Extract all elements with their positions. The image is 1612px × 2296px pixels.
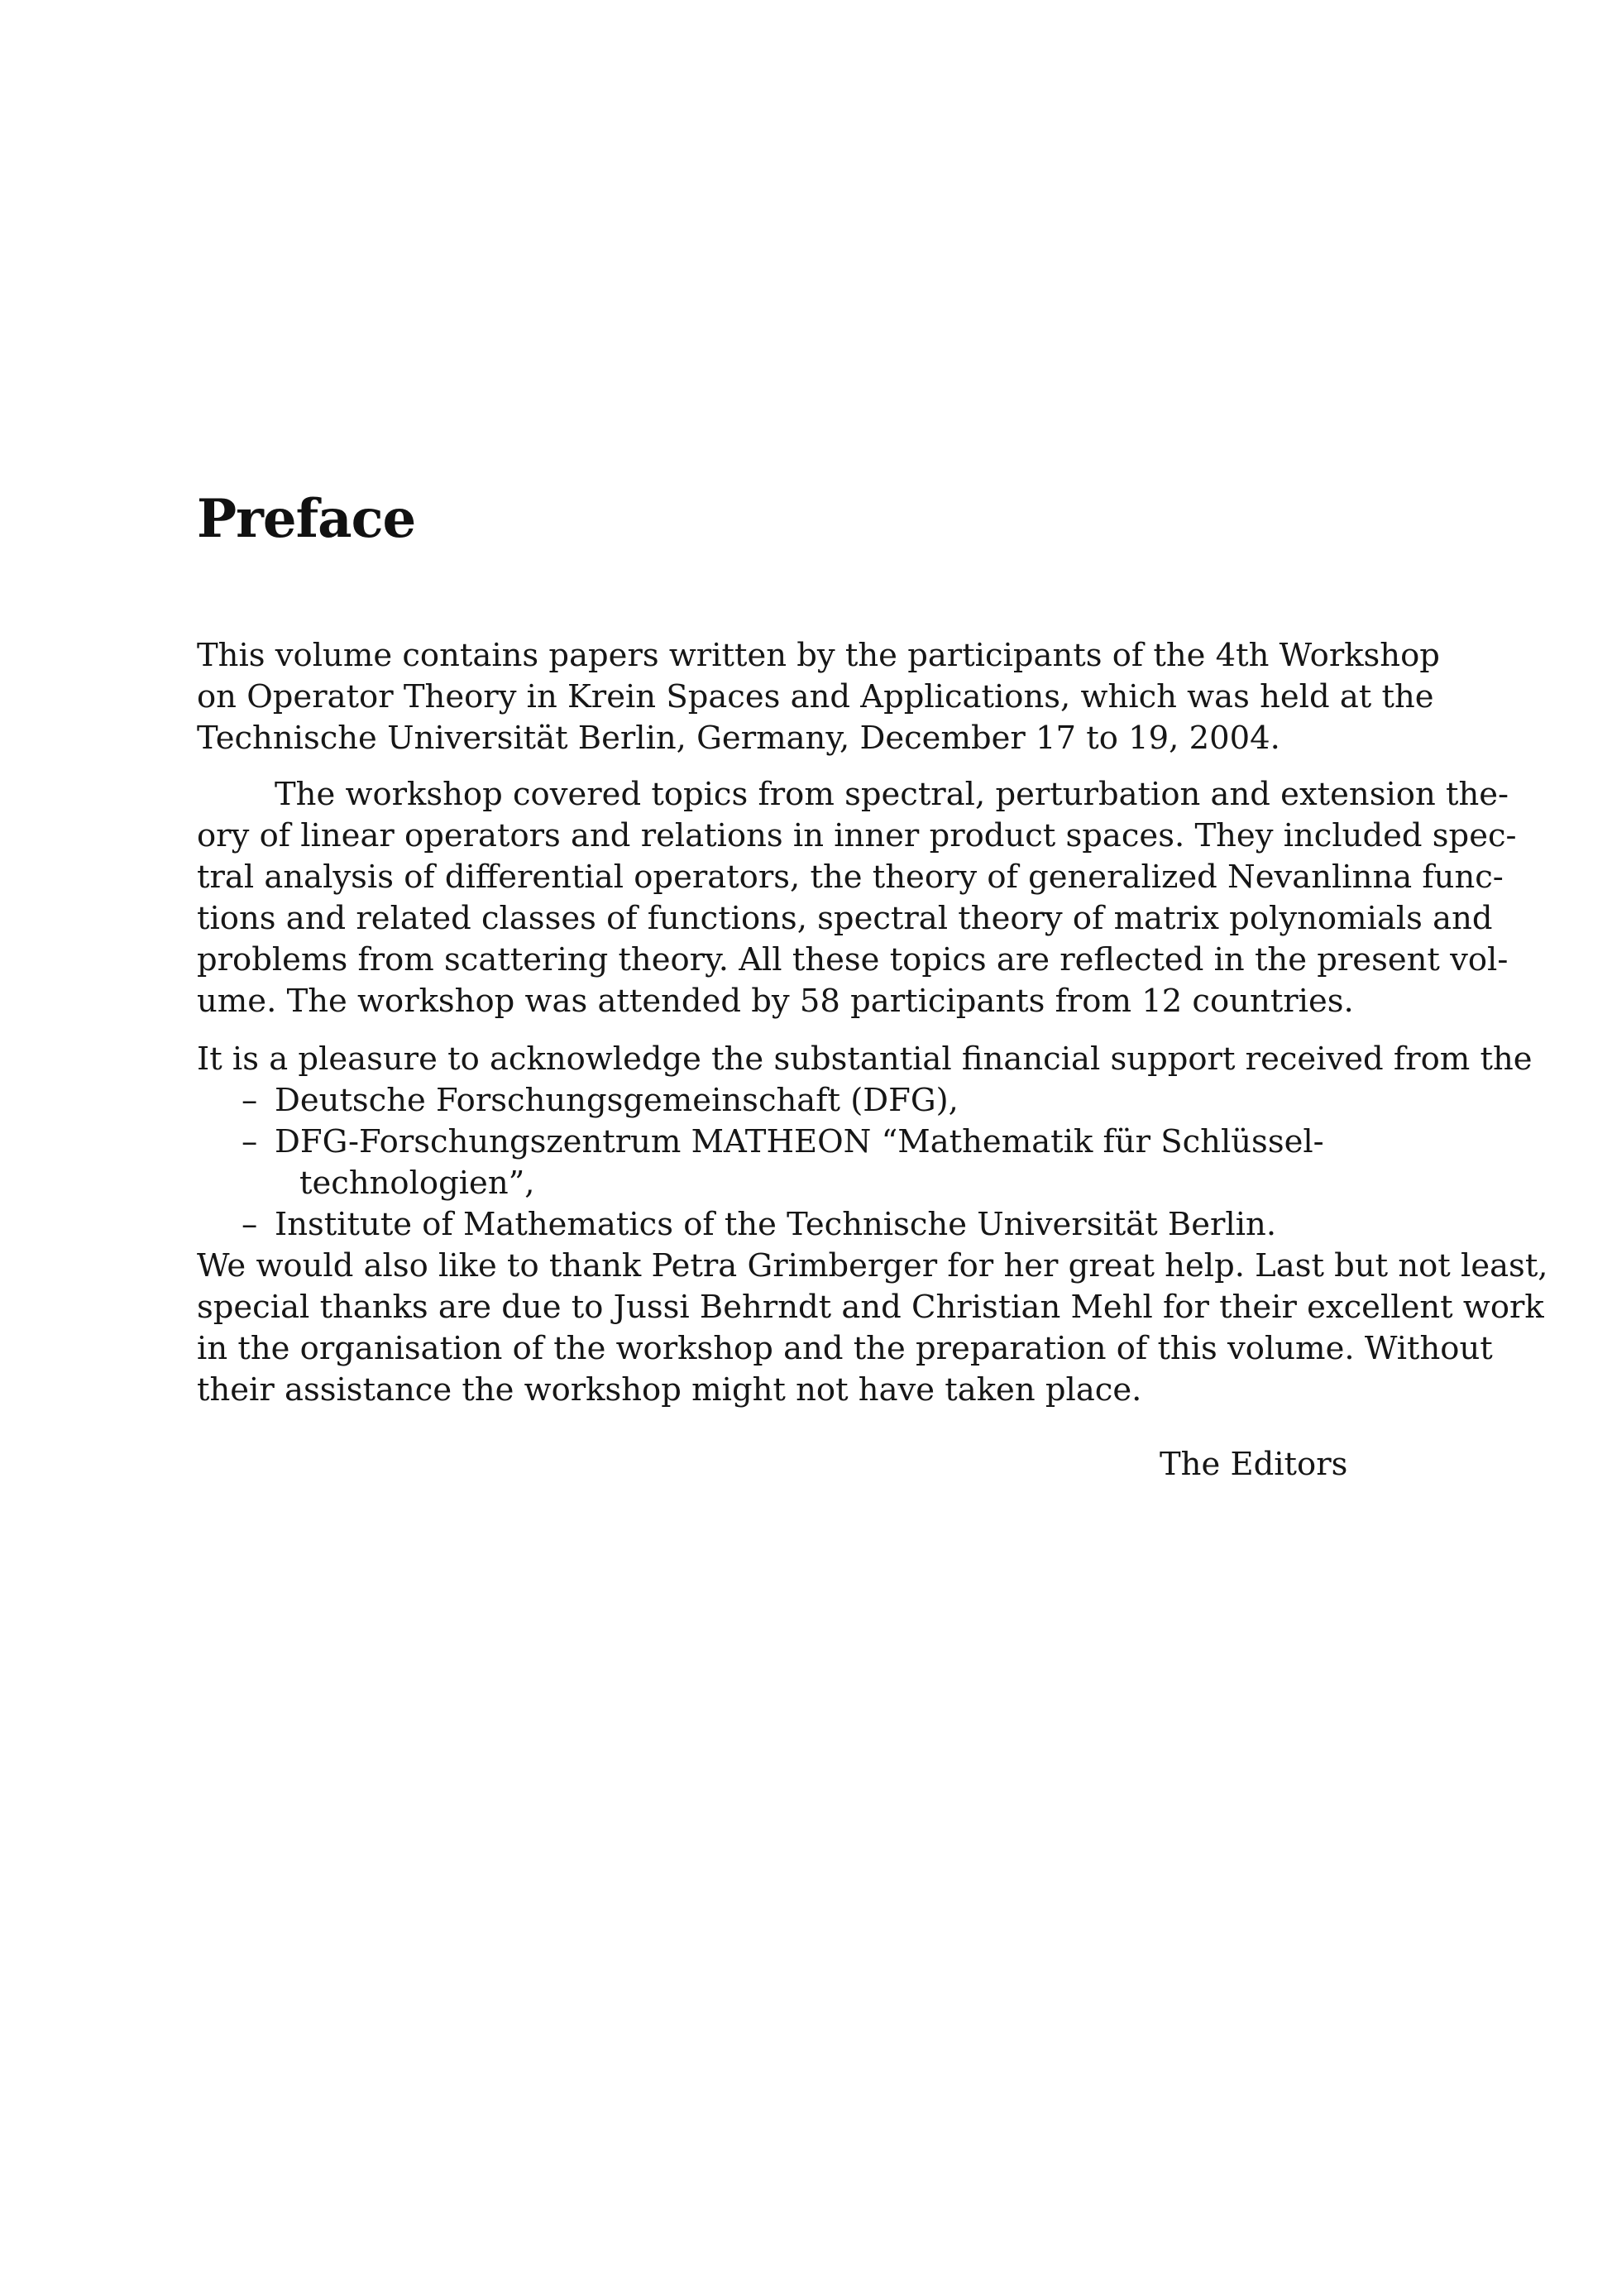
dash-bullet: –: [242, 1206, 258, 1243]
text-line: their assistance the workshop might not have taken place.: [197, 1371, 1142, 1409]
text-line: We would also like to thank Petra Grimberger for her great help. Last but not least,: [197, 1247, 1548, 1284]
page-title: Preface: [197, 488, 416, 550]
text-line: ory of linear operators and relations in inner product spaces. They included spec-: [197, 817, 1517, 854]
list-item: [197, 1204, 1421, 1246]
text-line: Technische Universität Berlin, Germany, December 17 to 19, 2004.: [197, 720, 1280, 757]
list-item-text: DFG-Forschungszentrum MATHEON “Mathematik für Schlüssel-: [275, 1123, 1324, 1160]
list-item: [197, 1122, 1421, 1204]
list-item: [197, 1080, 1421, 1122]
text-line: tions and related classes of functions, spectral theory of matrix polynomials and: [197, 900, 1493, 937]
text-line: in the organisation of the workshop and the preparation of this volume. Without: [197, 1330, 1493, 1367]
list-item-text: Institute of Mathematics of the Technische Universität Berlin.: [275, 1206, 1277, 1243]
text-line: problems from scattering theory. All these topics are reflected in the present vol-: [197, 941, 1509, 978]
text-line: This volume contains papers written by the participants of the 4th Workshop: [197, 637, 1440, 674]
list-item-text: Deutsche Forschungsgemeinschaft (DFG),: [275, 1082, 959, 1119]
text-line: tral analysis of differential operators, the theory of generalized Nevanlinna func-: [197, 859, 1504, 896]
text-line: The workshop covered topics from spectral, perturbation and extension the-: [275, 776, 1509, 813]
text-line: ume. The workshop was attended by 58 participants from 12 countries.: [197, 983, 1354, 1020]
list-item-continuation: technologien”,: [299, 1165, 535, 1202]
dash-bullet: –: [242, 1123, 258, 1160]
text-line: special thanks are due to Jussi Behrndt and Christian Mehl for their excellent work: [197, 1289, 1544, 1326]
text-line: It is a pleasure to acknowledge the substantial financial support received from the: [197, 1040, 1533, 1078]
text-line: on Operator Theory in Krein Spaces and Applications, which was held at the: [197, 678, 1434, 715]
signature: The Editors: [1160, 1446, 1348, 1483]
dash-bullet: –: [242, 1082, 258, 1119]
preface-body: [197, 635, 1548, 1411]
support-list: [197, 1080, 1421, 1246]
acknowledgement-paragraph: [197, 1039, 1533, 1080]
topics-paragraph: [197, 774, 1517, 1022]
thanks-paragraph: [197, 1246, 1548, 1411]
intro-paragraph: [197, 635, 1440, 759]
